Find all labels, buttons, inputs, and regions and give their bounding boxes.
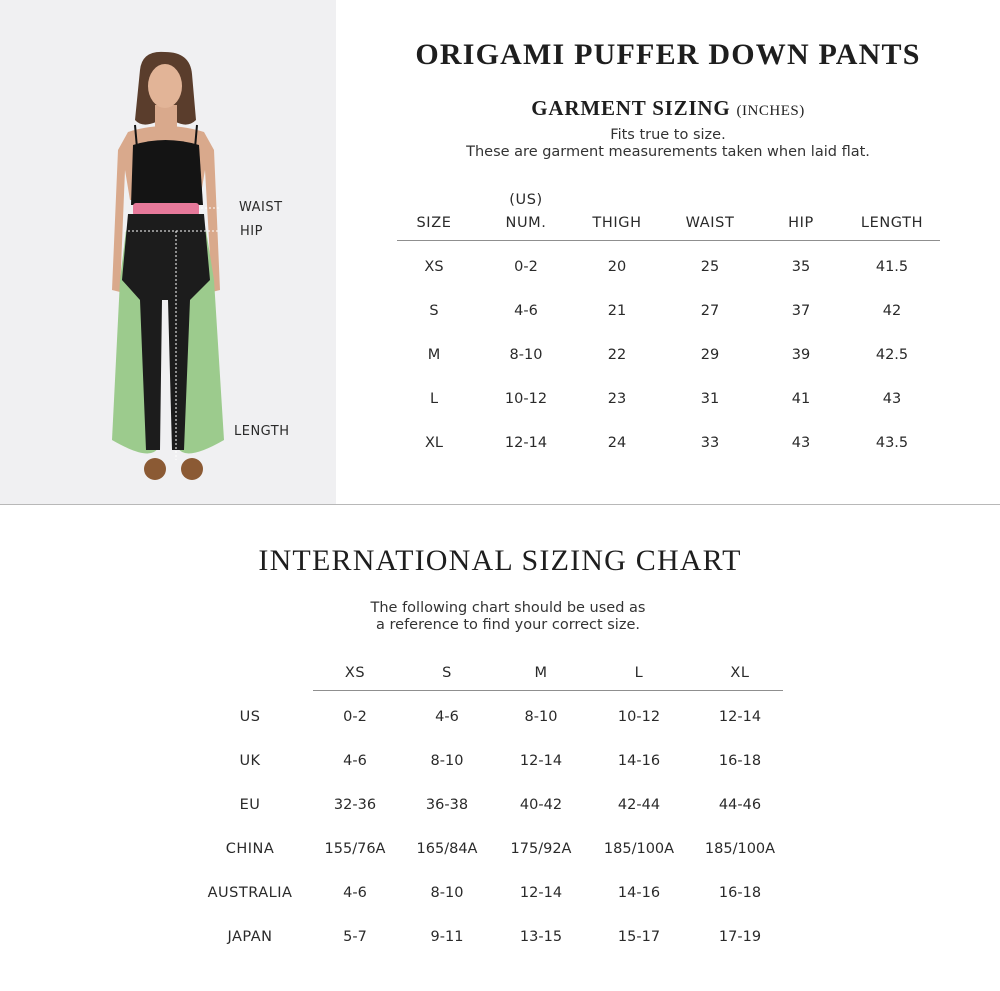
intl-cell: 175/92A xyxy=(510,841,572,857)
intl-row-label: US xyxy=(239,709,261,725)
length-measure-label: LENGTH xyxy=(234,424,290,439)
garment-cell: 21 xyxy=(607,303,627,319)
garment-note-line2: These are garment measurements taken when laid flat. xyxy=(466,144,870,160)
garment-cell: 4-6 xyxy=(514,303,538,319)
intl-row-label: AUSTRALIA xyxy=(207,885,293,901)
intl-cell: 42-44 xyxy=(617,797,661,813)
garment-cell: 43 xyxy=(791,435,811,451)
garment-cell: 43.5 xyxy=(875,435,909,451)
intl-cell: 13-15 xyxy=(519,929,563,945)
waist-measure-label: WAIST xyxy=(239,200,283,215)
intl-cell: 16-18 xyxy=(718,753,762,769)
garment-header-length: LENGTH xyxy=(860,215,924,231)
international-chart-title: INTERNATIONAL SIZING CHART xyxy=(258,544,742,577)
intl-cell: 10-12 xyxy=(617,709,661,725)
intl-cell: 4-6 xyxy=(343,753,367,769)
garment-cell: 41.5 xyxy=(875,259,909,275)
product-title: ORIGAMI PUFFER DOWN PANTS xyxy=(415,38,921,71)
garment-cell: 42.5 xyxy=(875,347,909,363)
intl-cell: 17-19 xyxy=(718,929,762,945)
garment-header-hip: HIP xyxy=(788,215,814,231)
model-photo-panel xyxy=(0,0,336,504)
garment-cell: 39 xyxy=(791,347,811,363)
intl-header-l: L xyxy=(634,665,644,681)
garment-cell: 27 xyxy=(700,303,720,319)
intl-cell: 14-16 xyxy=(617,885,661,901)
intl-row-label: CHINA xyxy=(225,841,275,857)
garment-cell: 25 xyxy=(700,259,720,275)
garment-cell: 8-10 xyxy=(509,347,543,363)
garment-sizing-heading xyxy=(336,96,1000,121)
intl-cell: 16-18 xyxy=(718,885,762,901)
intl-cell: 155/76A xyxy=(324,841,386,857)
intl-row-label: UK xyxy=(239,753,261,769)
garment-cell: 31 xyxy=(700,391,720,407)
intl-row-label: JAPAN xyxy=(227,929,273,945)
intl-cell: 44-46 xyxy=(718,797,762,813)
intl-cell: 4-6 xyxy=(343,885,367,901)
garment-note xyxy=(336,127,1000,161)
hip-measure-label: HIP xyxy=(240,224,263,239)
garment-header-size: SIZE xyxy=(416,215,452,231)
garment-cell: 10-12 xyxy=(504,391,548,407)
garment-sizing-unit: (INCHES) xyxy=(736,103,805,119)
garment-cell: S xyxy=(429,303,439,319)
garment-header-rule xyxy=(397,240,940,241)
intl-cell: 15-17 xyxy=(617,929,661,945)
international-note xyxy=(0,600,1000,634)
intl-cell: 165/84A xyxy=(416,841,478,857)
intl-cell: 32-36 xyxy=(333,797,377,813)
intl-cell: 14-16 xyxy=(617,753,661,769)
garment-cell: 37 xyxy=(791,303,811,319)
intl-header-s: S xyxy=(442,665,452,681)
intl-cell: 5-7 xyxy=(343,929,367,945)
intl-cell: 8-10 xyxy=(524,709,558,725)
intl-cell: 36-38 xyxy=(425,797,469,813)
intl-cell: 12-14 xyxy=(519,885,563,901)
garment-note-line1: Fits true to size. xyxy=(610,127,726,143)
intl-cell: 0-2 xyxy=(343,709,367,725)
intl-header-rule xyxy=(313,690,783,691)
garment-sizing-title: GARMENT SIZING xyxy=(531,96,731,120)
intl-header-m: M xyxy=(534,665,548,681)
garment-cell: 20 xyxy=(607,259,627,275)
intl-cell: 12-14 xyxy=(519,753,563,769)
garment-cell: 43 xyxy=(882,391,902,407)
garment-cell: 0-2 xyxy=(514,259,538,275)
garment-header-num: NUM. xyxy=(505,215,547,231)
garment-cell: L xyxy=(429,391,439,407)
garment-cell: M xyxy=(427,347,441,363)
intl-cell: 185/100A xyxy=(603,841,675,857)
intl-cell: 4-6 xyxy=(435,709,459,725)
intl-cell: 12-14 xyxy=(718,709,762,725)
section-divider xyxy=(0,504,1000,505)
international-note-line2: a reference to find your correct size. xyxy=(376,617,640,633)
garment-cell: XS xyxy=(424,259,444,275)
garment-cell: 29 xyxy=(700,347,720,363)
garment-cell: 22 xyxy=(607,347,627,363)
intl-cell: 40-42 xyxy=(519,797,563,813)
garment-cell: 42 xyxy=(882,303,902,319)
international-note-line1: The following chart should be used as xyxy=(370,600,646,616)
garment-cell: 33 xyxy=(700,435,720,451)
intl-cell: 9-11 xyxy=(430,929,464,945)
intl-header-xs: XS xyxy=(344,665,366,681)
intl-cell: 8-10 xyxy=(430,885,464,901)
intl-row-label: EU xyxy=(239,797,261,813)
garment-cell: XL xyxy=(424,435,444,451)
intl-cell: 185/100A xyxy=(704,841,776,857)
garment-cell: 24 xyxy=(607,435,627,451)
garment-header-thigh: THIGH xyxy=(592,215,642,231)
garment-cell: 12-14 xyxy=(504,435,548,451)
garment-header-num-prefix: (US) xyxy=(509,192,543,208)
intl-cell: 8-10 xyxy=(430,753,464,769)
garment-cell: 35 xyxy=(791,259,811,275)
garment-cell: 23 xyxy=(607,391,627,407)
garment-cell: 41 xyxy=(791,391,811,407)
garment-header-waist: WAIST xyxy=(685,215,735,231)
intl-header-xl: XL xyxy=(730,665,750,681)
